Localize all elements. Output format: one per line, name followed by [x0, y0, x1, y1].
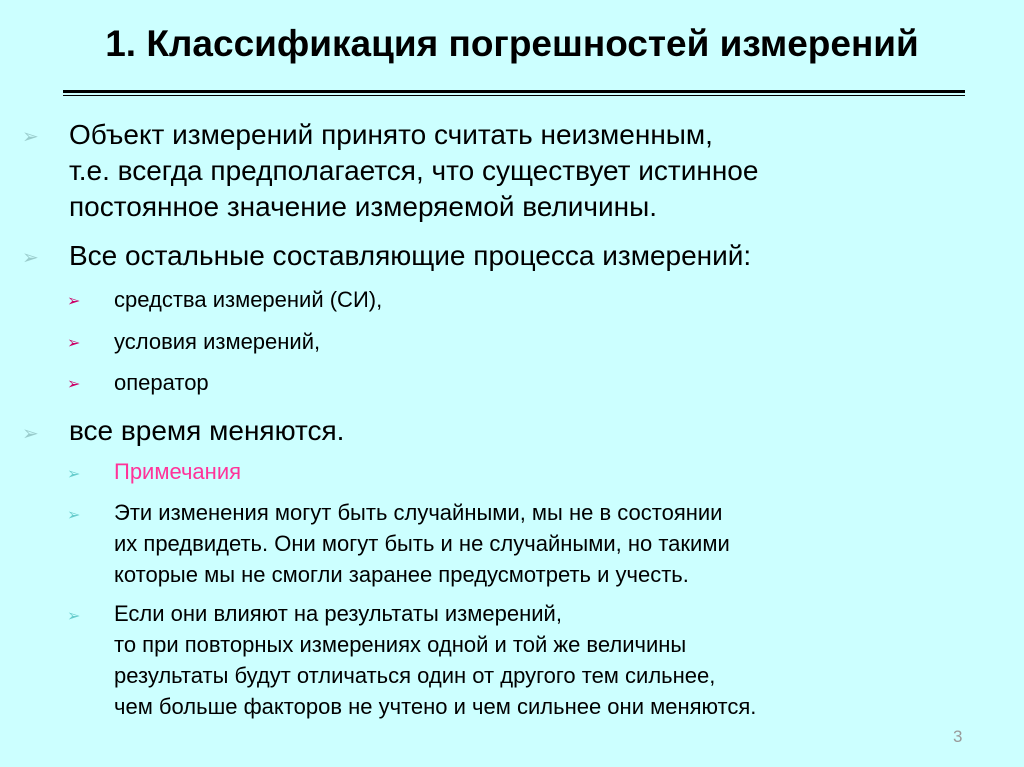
- p1-line-1: Объект измерений принято считать неизменным,: [69, 119, 713, 150]
- page-number: 3: [953, 727, 963, 746]
- p2-text: Все остальные составляющие процесса измерений:: [69, 240, 752, 271]
- p1-line-2: т.е. всегда предполагается, что существует истинное: [69, 155, 759, 186]
- slide-title: 1. Классификация погрешностей измерений: [105, 23, 919, 64]
- bullet-arrow-icon: ➢: [67, 505, 81, 524]
- p3-text: все время меняются.: [69, 415, 345, 446]
- title-divider-thick: [63, 90, 965, 93]
- note2-line-1: Если они влияют на результаты измерений,: [114, 601, 562, 626]
- bullet-arrow-icon: ➢: [67, 333, 81, 352]
- note1-line-2: их предвидеть. Они могут быть и не случайными, но такими: [114, 531, 730, 556]
- bullet-arrow-icon: ➢: [67, 606, 81, 625]
- title-divider-thin: [63, 95, 965, 96]
- bullet-arrow-icon: ➢: [22, 421, 39, 445]
- bullet-arrow-icon: ➢: [67, 464, 81, 483]
- notes-title: Примечания: [114, 459, 242, 484]
- bullet-arrow-icon: ➢: [22, 245, 39, 269]
- note2-line-4: чем больше факторов не учтено и чем сильнее они меняются.: [114, 694, 757, 719]
- note1-line-3: которые мы не смогли заранее предусмотреть и учесть.: [114, 562, 689, 587]
- bullet-arrow-icon: ➢: [67, 291, 81, 310]
- note2-line-2: то при повторных измерениях одной и той же величины: [114, 632, 687, 657]
- bullet-arrow-icon: ➢: [22, 124, 39, 148]
- p2-item-conditions: условия измерений,: [114, 329, 321, 354]
- bullet-arrow-icon: ➢: [67, 374, 81, 393]
- note2-line-3: результаты будут отличаться один от другого тем сильнее,: [114, 663, 716, 688]
- note1-line-1: Эти изменения могут быть случайными, мы не в состоянии: [114, 500, 723, 525]
- p2-item-si: средства измерений (СИ),: [114, 287, 383, 312]
- p2-item-operator: оператор: [114, 370, 209, 395]
- p1-line-3: постоянное значение измеряемой величины.: [69, 191, 658, 222]
